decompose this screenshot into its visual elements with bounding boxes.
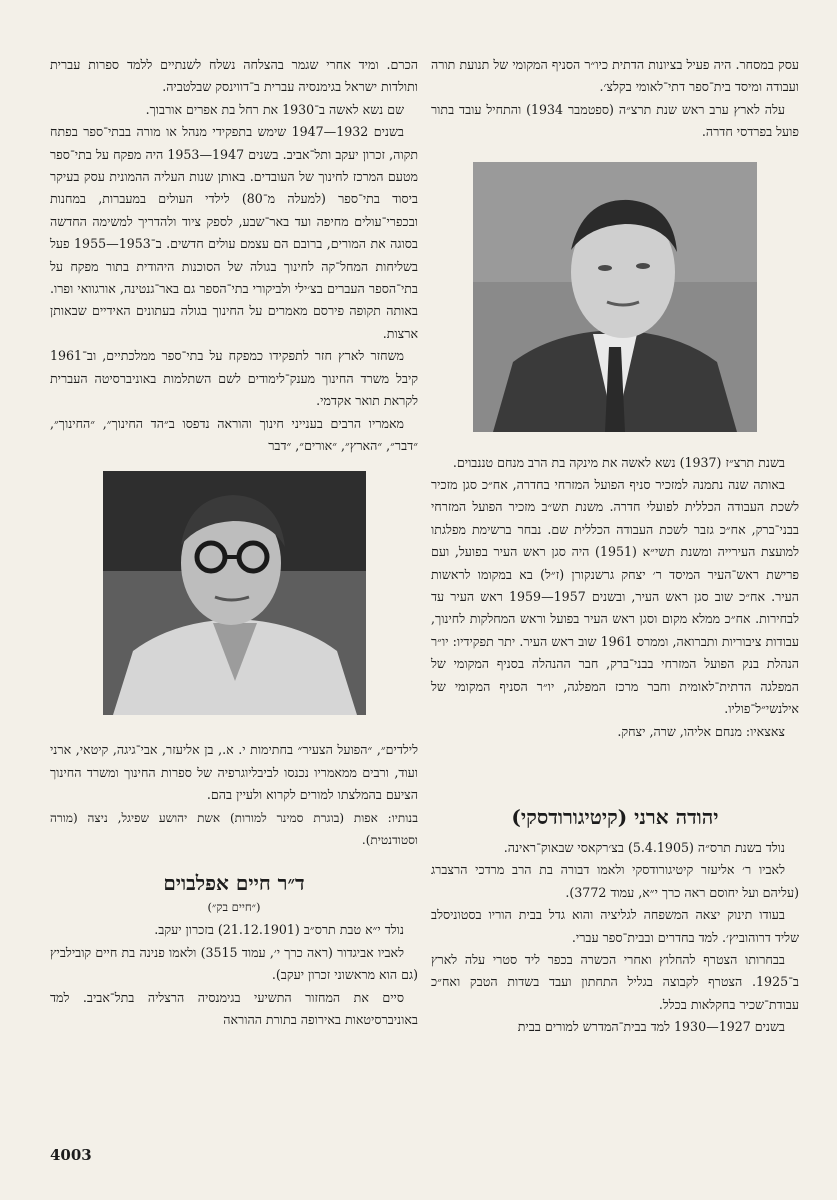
paragraph: נולד בשנת תרס״ה (5.4.1905) בצ׳רקאסי שבאוק־ראינה. — [503, 839, 785, 855]
paragraph: שם נשא לאשה ב־1930 את רחל בת אפרים אורבוך. — [145, 101, 404, 117]
paragraph: לילדים״, ״הפועל הצעיר״ בחתימות י. א., בן אליעזר, אבי־גיגה, קיטאי, ארני ועוד, ורבים ממאמריו נכנסו לביבליוגרפיה של ספרות החינוך ומשרד החינוך הציעם בהמלצתו למורים לקרוא ולעיין בהם. — [50, 742, 418, 803]
paragraph: סיים את המחזור התשיעי בגימנסיה הרצליה בתל־אביב. למד באוניברסיטאות באירופה בתורת ההוראה — [50, 989, 418, 1027]
paragraph: בשנת תרצ״ז (1937) נשא לאשה את מינקה בת הרב מנחם טננבוים. — [452, 454, 785, 470]
biography-title: יהודה ארני (קיטיגורודסקי) — [511, 804, 719, 829]
paragraph: בשנים 1932—1947 שימש בתפקידי מנהל או מורה בבתי־ספר בפתח תקוה, זכרון יעקב ותל־אביב. בשנים 1947—1953 היה מפקח על בתי־ספר מטעם המרכז לחינוך של העובדים. באותן שנות העליה ההמונית עסק בעיקר ביסוד בתי־ספר (למעלה מ־80) לילדי העולים במעברות, במחנות ובכפרי־עולים מחיפה ועד באר־שבע, לספק ציוד ולהדריך למשימה החדשה בסוגה את המורים, ברובם הם עצמם עולים חדשים. ב־1953—1955 פעל בשליחות המחל־קה לחינוך בגולה של הסוכנות היהודית בתור מפקח על בתי־הספר העברים בצ׳ילי ולביקורי בתי־הספר גם באר־גנטינה, אורגוואי ופרו. באותה תקופה פירסם מאמרים על החינוך בגולה בעתונים האידיים שבאותן ארצות. — [50, 124, 418, 341]
paragraph: נולד י״א טבת תרס״ב (21.12.1901) בזכרון יעקב. — [154, 922, 404, 938]
page-number: 4003 — [50, 1146, 92, 1164]
paragraph: באותה שנה נתמנה למזכיר סניף הפועל המזרחי בחדרה, אח״כ סגן מזכיר לשכת העבודה הכללית לפועלי חדרה. משנת תש״ב מזכיר הפועל המזרחי בבני־ברק, אח״כ גזבר לשכת העבודה הכללית שם. נבחר ברשימת מפלגתו למועצת העירייה ומשנת תשי״א (1951) היה סגן ראש העיר בפועל, ועם פרישת ראש־העיר המיסד ר׳ יצחק גרשנקורן (ז״ל) בא במקומו לראשות העיר. אח״כ שוב סגן ראש העיר, ובשנים 1957—1959 ראש העיר עד לבחירות. אח״כ ממלא מקום וסגן ראש העיר בפועל וראש המחלקות לחינוך, עבודות ציבוריות ותברואה, וממרס 1961 שוב ראש העיר. יתר תפקידיו: יו״ר הנהלת בנק הפועל המזרחי בבני־ברק, חבר ההנהלה בסניף המקומי של המפלגה הדתית־לאומית וחבר מרכז המפלגה, יו״ר הסניף המקומי של אילנשי״ל־פוליו. — [431, 477, 799, 717]
nickname: (״חיים בק״) — [207, 900, 261, 915]
paragraph: משחזר לארץ חזר לתפקידו כמפקח על בתי־ספר ממלכתיים, וב־1961 קיבל משרד החינוך מענק־לימודים לשם השתלמות באוניברסיטה העברית לקראת תואר אקדמי. — [50, 348, 418, 409]
portrait-photo — [473, 162, 757, 432]
portrait-photo — [103, 471, 366, 715]
paragraph: בעודו תינוק יצאה המשפחה לגליציה והוא גדל בבית הוריו בסטוניסלב שליד דרוהוביץ׳. למד בחדרים ובבית־ספר עברי. — [431, 907, 799, 945]
right-column — [431, 54, 799, 1039]
paragraph: עלה לארץ ערב ראש שנת תרצ״ה (ספטמבר 1934) והתחיל עובד בתור פועל בפרדסי חדרה. — [431, 101, 799, 140]
biography-title: ד״ר חיים אפלבוים — [163, 871, 305, 896]
paragraph: עסק במסחר. היה פעיל בציונות הדתית כיו״ר הסניף המקומי של תנועת תורה ועבודה ומיסד בית־ספר דתי־לאומי בקלצ׳. — [431, 57, 799, 95]
paragraph: בשנים 1927—1930 למד בבית־המדרש למורים בבית — [517, 1019, 785, 1035]
paragraph: לאביו ר׳ אליעזר קיטיגורודסקי ולאמו דבורה בת הרב מרדכי הרצברג (עליהם ועל יחוסם ראה כרך י״א, עמוד 3772). — [431, 862, 799, 900]
paragraph: הכרם. ומיד אחרי שגמר בהצלחה נשלח לשנתיים ללמד ספרות עברית ותולדות ישראל בגימנסיה עברית ב־דווינסק שבלטביה. — [50, 57, 418, 95]
paragraph: לאביו אביגדור (ראה כרך י׳, עמוד 3515) ולאמו פנינה בת חיים קובילביץ (גם הוא מראשוני זכרון יעקב). — [50, 944, 418, 983]
paragraph: בבחרותו הצטרף להחלוץ ואחרי הכשרה בכפר ליד סטרי עלה לארץ ב־1925. הצטרף לקבוצה בגליל התחתון ועבד בשדות הטבק ואח״כ עבודת־שכיר בחקלאות בכלל. — [431, 951, 799, 1012]
paragraph: מאמריו הרבים בענייני חינוך והוראה נדפסו ב״הד החינוך״, ״החינוך״, ״דבר״, ״הארץ״, ״אורים״, ״דבר — [50, 415, 418, 453]
left-column — [50, 54, 418, 1031]
paragraph: בנותיו: אפות (בוגרת סמינר למורות) אשת יהושע שפיגל, ניצה (מורה וסטודנטית). — [50, 810, 418, 847]
paragraph: צאצאיו: מנחם אליהו, שרה, יצחק. — [617, 723, 785, 739]
